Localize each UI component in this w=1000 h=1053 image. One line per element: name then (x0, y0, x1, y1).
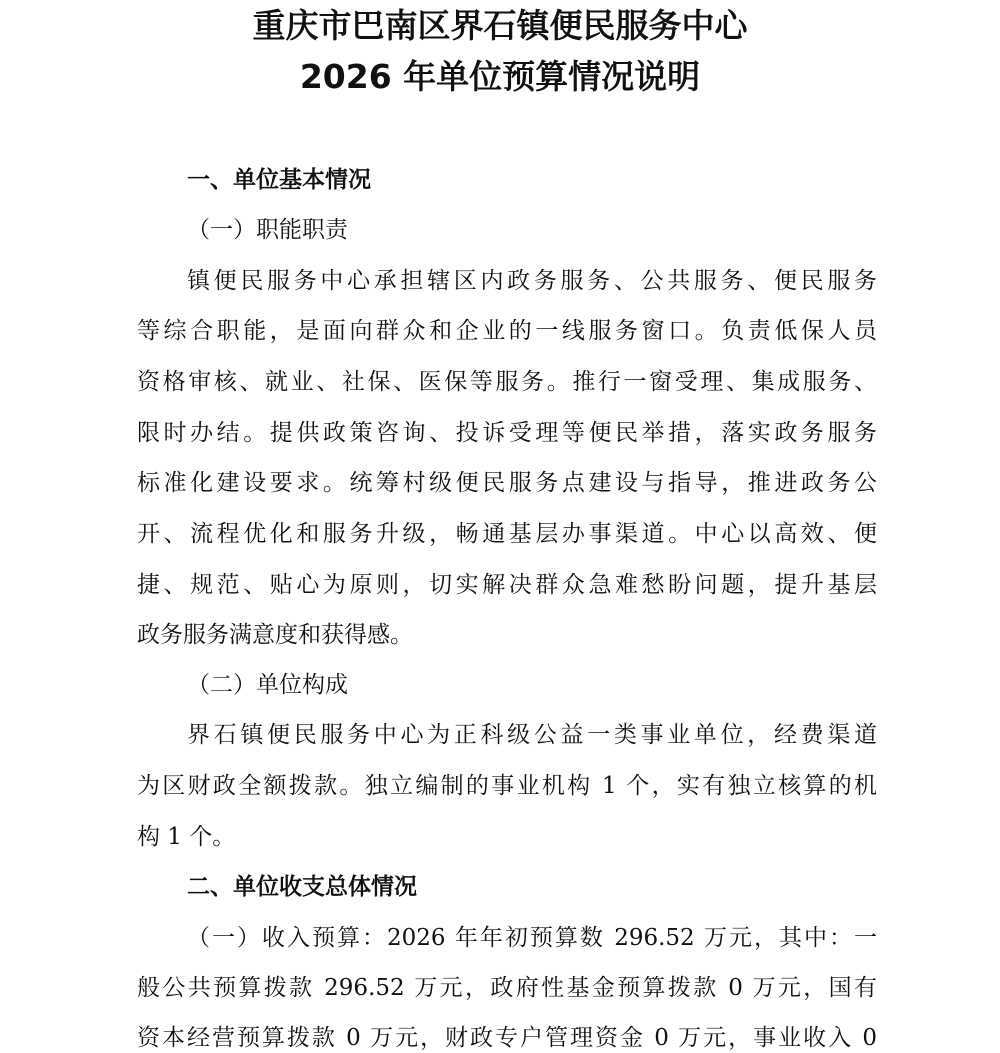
section1-heading: 一、单位基本情况 (187, 167, 371, 193)
document-title-line2: 2026 年单位预算情况说明 (299, 57, 701, 96)
paragraph-line: 般公共预算拨款 296.52 万元，政府性基金预算拨款 0 万元，国有 (137, 975, 877, 1001)
paragraph-line: 标准化建设要求。统筹村级便民服务点建设与指导，推进政务公 (137, 470, 877, 496)
paragraph-line: 界石镇便民服务中心为正科级公益一类事业单位，经费渠道 (187, 722, 877, 748)
paragraph-line: 构 1 个。 (137, 824, 236, 850)
paragraph-line: 资格审核、就业、社保、医保等服务。推行一窗受理、集成服务、 (137, 369, 877, 395)
paragraph-line: 开、流程优化和服务升级，畅通基层办事渠道。中心以高效、便 (137, 521, 877, 547)
paragraph-line: 等综合职能，是面向群众和企业的一线服务窗口。负责低保人员 (137, 318, 877, 344)
paragraph-line: 资本经营预算拨款 0 万元，财政专户管理资金 0 万元，事业收入 0 (137, 1025, 877, 1051)
document-title-line1: 重庆市巴南区界石镇便民服务中心 (252, 6, 748, 45)
paragraph-line: 限时办结。提供政策咨询、投诉受理等便民举措，落实政务服务 (137, 420, 877, 446)
paragraph-line: 镇便民服务中心承担辖区内政务服务、公共服务、便民服务 (187, 268, 877, 294)
paragraph-line: 为区财政全额拨款。独立编制的事业机构 1 个，实有独立核算的机 (137, 773, 877, 799)
paragraph-line: 捷、规范、贴心为原则，切实解决群众急难愁盼问题，提升基层 (137, 572, 877, 598)
section1-sub1-heading: （一）职能职责 (187, 217, 348, 243)
section1-sub2-heading: （二）单位构成 (187, 672, 348, 698)
paragraph-line: 政务服务满意度和获得感。 (137, 622, 413, 648)
paragraph-line: （一）收入预算：2026 年年初预算数 296.52 万元，其中：一 (187, 925, 877, 951)
section2-heading: 二、单位收支总体情况 (187, 874, 417, 900)
